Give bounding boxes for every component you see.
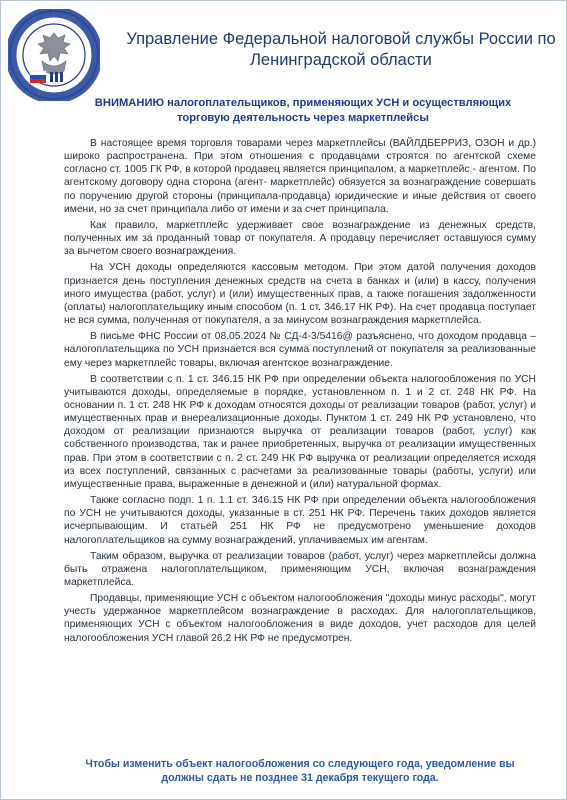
paragraph-5: В соответствии с п. 1 ст. 346.15 НК РФ при определении объекта налогообложения по УСН учитываются доходы, определяемые в порядке, установленном п. 1 и 2 ст. 248 НК РФ. На основании п. 1 ст. 248 НК РФ к доходам относятся доходы от реализации товаров (работ, услуг) и имущественных прав и внереализационные доходы. Пунктом 1 ст. 249 НК РФ установлено, что доходом от реализации признаются выручка от реализации товаров (работ, услуг) как собственного производства, так и ранее приобретенных, выручка от реализации имущественных прав. При этом в соответствии с п. 2 ст. 249 НК РФ выручка от реализации определяется исходя из всех поступлений, связанных с расчетами за реализованные товары (работы, услуги) или имущественные права, выраженные в денежной и (или) натуральной формах.	[64, 373, 536, 490]
deadline-notice	[64, 757, 536, 785]
notice-headline	[53, 96, 553, 126]
paragraph-3: На УСН доходы определяются кассовым методом. При этом датой получения доходов признается день поступления денежных средств на счета в банках и (или) в кассу, получения иного имущества (работ, услуг) и (или) имущественных прав, а также погашения задолженности (оплаты) налогоплательщику иным способом (п. 1 ст. 346.17 НК РФ). На счет продавца поступает не вся сумма, полученная от покупателя, а за минусом вознаграждения маркетплейса.	[64, 262, 536, 327]
footer-line-1: Чтобы изменить объект налогообложения со следующего года, уведомление вы	[85, 758, 515, 770]
title-line-2: Ленинградской области	[250, 51, 432, 69]
paragraph-4: В письме ФНС России от 08.05.2024 № СД-4-3/5416@ разъяснено, что доходом продавца – налогоплательщика по УСН признается вся сумма поступлений от покупателя за реализованные ему через маркетплейс товары, включая агентское вознаграждение.	[64, 331, 536, 369]
paragraph-1: В настоящее время торговля товарами через маркетплейсы (ВАЙЛДБЕРРИЗ, ОЗОН и др.) широко распространена. При этом отношения с продавцами строятся по агентской схеме согласно ст. 1005 ГК РФ, в которой продавец является принципалом, а маркетплейс - агентом. По агентскому договору одна сторона (агент- маркетплейс) обязуется за вознаграждение совершать по поручению другой стороны (принципала-продавца) юридические и иные действия от своего имени, но за счет принципала либо от имени и за счет принципала.	[64, 138, 536, 215]
notice-body	[64, 137, 536, 648]
footer-line-2: должны сдать не позднее 31 декабря текущего года.	[161, 772, 439, 784]
headline-line-1: ВНИМАНИЮ налогоплательщиков, применяющих УСН и осуществляющих	[94, 97, 512, 109]
paragraph-7: Таким образом, выручка от реализации товаров (работ, услуг) через маркетплейсы должна быть отражена налогоплательщиком, применяющим УСН, включая вознаграждения маркетплейса.	[64, 550, 536, 588]
paragraph-6: Также согласно подп. 1 п. 1.1 ст. 346.15 НК РФ при определении объекта налогообложения по УСН не учитываются доходы, указанные в ст. 251 НК РФ. Перечень таких доходов является исчерпывающим. И статьей 251 НК РФ не предусмотрено уменьшение доходов налогоплательщиков на сумму вознаграждений, уплачиваемых им агентам.	[64, 495, 536, 546]
title-line-1: Управление Федеральной налоговой службы России по	[126, 30, 556, 48]
fns-emblem-logo	[8, 9, 100, 101]
fns-emblem-icon	[8, 9, 100, 101]
paragraph-8: Продавцы, применяющие УСН с объектом налогообложения "доходы минус расходы", могут учесть удержанное маркетплейсом вознаграждение в расходах. Для налогоплательщиков, применяющих УСН с объектом налогообложения в виде доходов, учет расходов для целей налогообложения УСН главой 26.2 НК РФ не предусмотрен.	[64, 593, 536, 644]
page-title	[121, 29, 561, 71]
headline-line-2: торговую деятельность через маркетплейсы	[177, 112, 429, 124]
paragraph-2: Как правило, маркетплейс удерживает свое вознаграждение из денежных средств, полученных им за проданный товар от покупателя. А продавцу перечисляет оставшуюся сумму за вычетом своего вознаграждения.	[64, 219, 536, 258]
